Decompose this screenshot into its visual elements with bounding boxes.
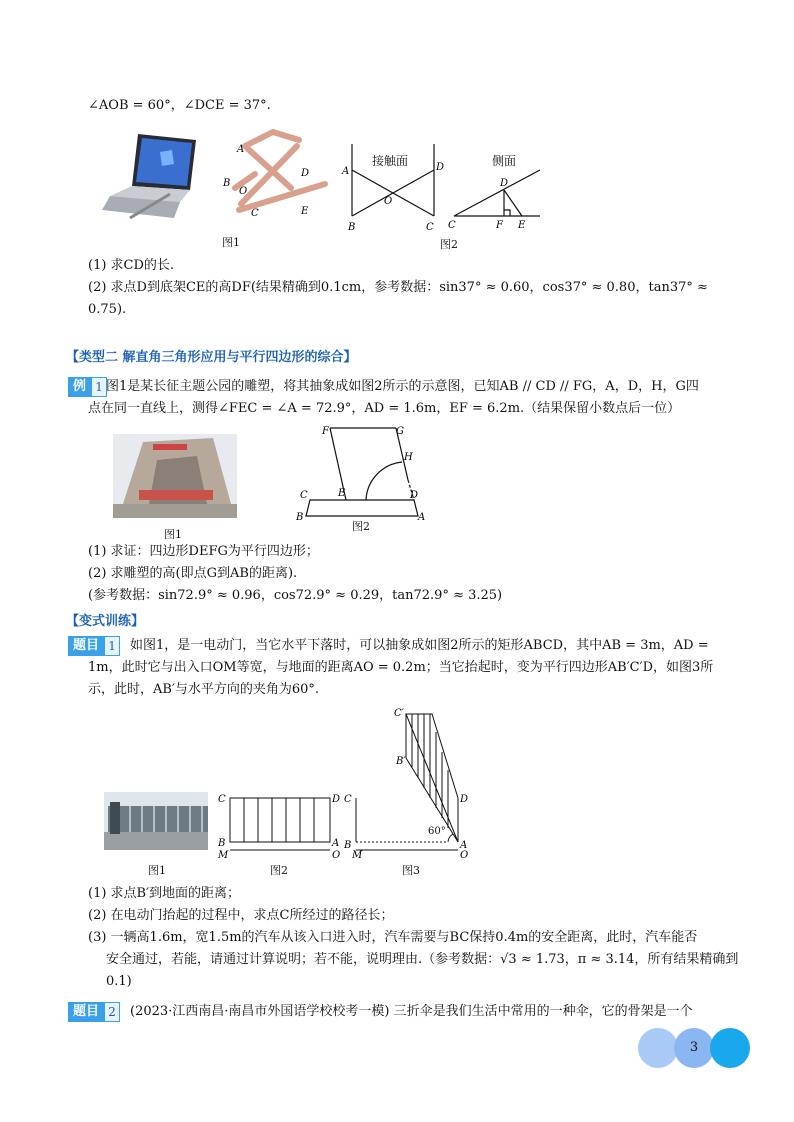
svg-text:H: H (404, 452, 413, 463)
side-view-label: 侧面 (492, 154, 517, 168)
svg-text:C: C (251, 208, 259, 219)
sculpture-diagram (296, 420, 436, 528)
question-part-2: (2) 求点D到底架CE的高DF(结果精确到0.1cm，参考数据：sin37° ≈ 0.60，cos37° ≈ 0.80，tan37° ≈ (88, 280, 708, 295)
svg-text:D: D (301, 168, 310, 179)
example-fig1-caption: 图1 (164, 528, 182, 541)
q1-line-1: 如图1，是一电动门，当它水平下落时，可以抽象成如图2所示的矩形ABCD，其中AB = 3m，AD = (130, 638, 709, 653)
folding-stand-photo (215, 126, 330, 226)
q2-tag (68, 1002, 120, 1022)
svg-text:D: D (332, 794, 341, 805)
svg-text:C′: C′ (394, 708, 404, 719)
example-part-2: (2) 求雕塑的高(即点G到AB的距离). (88, 566, 298, 581)
example-line-1: 图1是某长征主题公园的雕塑，将其抽象成如图2所示的示意图，已知AB // CD // FG，A，D，H，G四 (106, 379, 699, 394)
q1-label: 题目 (68, 636, 104, 656)
example-reference: (参考数据：sin72.9° ≈ 0.96，cos72.9° ≈ 0.29，tan72.9° ≈ 3.25) (88, 588, 503, 603)
svg-text:D: D (500, 178, 509, 189)
svg-text:C: C (426, 222, 434, 233)
svg-text:M: M (218, 850, 229, 860)
svg-text:D: D (436, 162, 445, 173)
laptop-stand-photo (100, 132, 210, 224)
q1-part-1: (1) 求点B′到地面的距离； (88, 886, 241, 901)
svg-text:C: C (448, 220, 456, 231)
example-fig2-caption: 图2 (352, 520, 370, 533)
q2-line-1: (2023·江西南昌·南昌市外国语学校校考一模) 三折伞是我们生活中常用的一种伞，它的骨架是一个 (130, 1004, 693, 1019)
question-part-1: (1) 求CD的长. (88, 258, 175, 273)
top-angle-line: ∠AOB = 60°，∠DCE = 37°. (88, 98, 271, 113)
question-part-2-cont: 0.75). (88, 302, 127, 317)
q1-part-3: (3) 一辆高1.6m，宽1.5m的汽车从该入口进入时，汽车需要与BC保持0.4m的安全距离，此时，汽车能否 (88, 930, 698, 945)
svg-text:O: O (460, 850, 469, 860)
contact-surface-label: 接触面 (372, 154, 409, 168)
sculpture-photo (113, 434, 237, 518)
svg-text:O: O (384, 196, 393, 207)
example-tag (68, 377, 107, 397)
page-number: 3 (689, 1040, 699, 1055)
q1-number: 1 (104, 636, 120, 656)
svg-text:D: D (410, 490, 419, 501)
q1-fig2-caption: 图2 (270, 864, 288, 877)
section-type-two: 【类型二 解直角三角形应用与平行四边形的综合】 (66, 350, 357, 365)
svg-text:G: G (396, 426, 404, 437)
q1-line-2: 1m，此时它与出入口OM等宽，与地面的距离AO = 0.2m；当它抬起时，变为平行四边形AB′C′D，如图3所 (88, 660, 714, 675)
q2-label: 题目 (68, 1002, 104, 1022)
q1-fig1-caption: 图1 (148, 864, 166, 877)
svg-text:E: E (518, 220, 526, 231)
svg-text:M: M (352, 850, 363, 860)
section-variant-training: 【变式训练】 (66, 614, 145, 629)
gate-parallelogram-diagram (344, 704, 474, 860)
q1-part-3-cont: 安全通过，若能，请通过计算说明；若不能，说明理由.（参考数据：√3 ≈ 1.73，π ≈ 3.14，所有结果精确到 (106, 952, 739, 967)
q1-part-3-end: 0.1) (106, 974, 132, 989)
angle-60-label: 60° (428, 826, 446, 837)
svg-text:B: B (223, 178, 231, 189)
svg-text:B′: B′ (396, 756, 406, 767)
gate-rectangle-diagram (214, 790, 346, 860)
fig2-caption: 图2 (440, 238, 458, 251)
svg-text:A: A (460, 840, 468, 851)
electric-gate-photo (104, 792, 208, 850)
svg-text:A: A (237, 144, 245, 155)
q1-line-3: 示，此时，AB′与水平方向的夹角为60°. (88, 682, 320, 697)
svg-text:F: F (496, 220, 503, 231)
svg-text:B: B (296, 512, 304, 523)
svg-text:C: C (300, 490, 308, 501)
badge-right-circle (710, 1028, 750, 1068)
svg-text:E: E (301, 206, 309, 217)
page-number-badge (638, 1028, 750, 1068)
svg-text:O: O (239, 186, 248, 197)
q1-fig3-caption: 图3 (402, 864, 420, 877)
svg-text:A: A (342, 166, 350, 177)
svg-text:O: O (332, 850, 341, 860)
example-part-1: (1) 求证：四边形DEFG为平行四边形； (88, 544, 319, 559)
svg-text:D: D (460, 794, 469, 805)
svg-text:C: C (218, 794, 226, 805)
fig1-caption: 图1 (222, 236, 240, 249)
svg-text:B: B (344, 840, 352, 851)
q1-tag (68, 636, 120, 656)
svg-text:F: F (322, 426, 329, 437)
svg-text:A: A (418, 512, 426, 523)
q2-number: 2 (104, 1002, 120, 1022)
q1-part-2: (2) 在电动门抬起的过程中，求点C所经过的路径长； (88, 908, 394, 923)
svg-text:C: C (344, 794, 352, 805)
svg-text:B: B (348, 222, 356, 233)
badge-left-circle (638, 1028, 678, 1068)
example-label: 例 (68, 377, 91, 397)
svg-text:B: B (218, 838, 226, 849)
example-number: 1 (91, 377, 107, 397)
svg-text:E: E (338, 488, 346, 499)
side-view-diagram (448, 164, 548, 234)
svg-text:A: A (332, 838, 340, 849)
example-line-2: 点在同一直线上，测得∠FEC = ∠A = 72.9°，AD = 1.6m，EF = 6.2m.（结果保留小数点后一位） (88, 401, 681, 416)
